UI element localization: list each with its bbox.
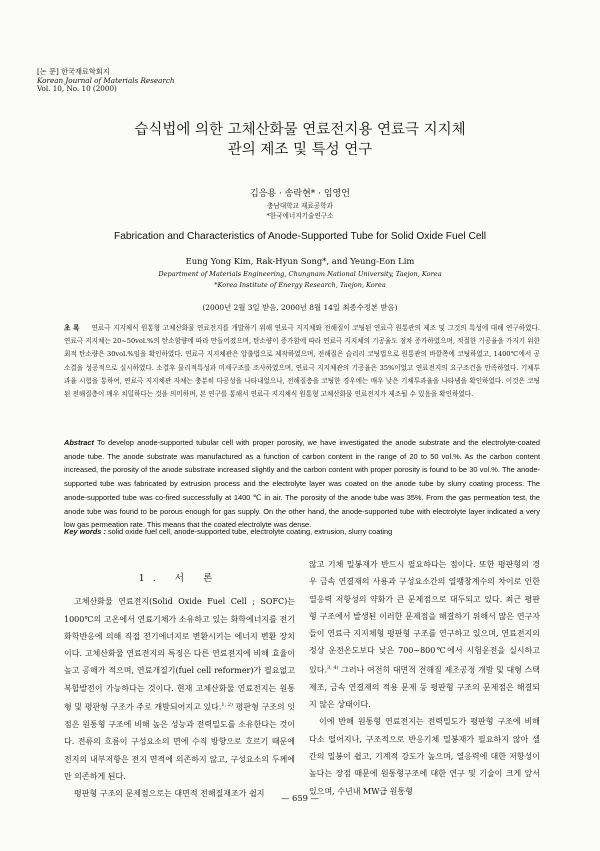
authors-en: Eung Yong Kim, Rak-Hyun Song*, and Yeung-Eon Lim <box>185 256 415 266</box>
affiliation-en-2: *Korea Institute of Energy Research, Taejon, Korea <box>214 281 386 289</box>
section-heading-introduction: 1. 서 론 <box>138 573 221 584</box>
journal-header <box>37 68 175 94</box>
title-kr-text: 습식법에 의한 고체산화물 연료전지용 연료극 지지체관의 제조 및 특성 연구 <box>134 122 466 158</box>
abstract-en-label: Abstract <box>64 438 94 447</box>
journal-volume: Vol. 10, No. 10 (2000) <box>37 84 117 94</box>
body-column-right <box>309 556 540 800</box>
affiliation-kr-2: *한국에너지기술연구소 <box>266 212 334 220</box>
affiliation-en-1: Department of Materials Engineering, Chungnam National University, Taejon, Korea <box>158 270 442 278</box>
abstract-kr <box>64 322 540 401</box>
page-number: — 659 — <box>280 793 320 803</box>
paper-title-kr <box>0 120 600 160</box>
body-column-left <box>64 556 295 803</box>
journal-name-kr: [논 문] 한국재료학회지 <box>37 67 110 76</box>
received-dates: (2000년 2월 3일 받음, 2000년 8월 14일 최종수정본 받음) <box>202 303 398 312</box>
abstract-en <box>64 436 540 532</box>
paragraph-left-2: 평판형 구조의 문제점으로는 대면적 전해질재조가 쉽지 <box>74 789 265 799</box>
journal-name-en: Korean Journal of Materials Research <box>37 75 175 85</box>
authors-kr: 김응용 · 송락현* · 임영언 <box>250 189 350 199</box>
abstract-kr-label: 초 록 <box>64 324 80 332</box>
affiliations-en <box>0 269 600 291</box>
affiliations-kr <box>0 201 600 221</box>
keywords-label: Key words : <box>64 527 106 536</box>
keywords <box>64 527 540 536</box>
abstract-kr-text: 연료극 지지체식 원통형 고체산화물 연료전지를 개발하기 위해 연료극 지지체와 전해질이 코팅된 연료극 원통관의 제조 및 그것의 특성에 대해 연구하였다. 연료극 지지체는 20~50vol.%의 탄소함량에 따라 만들어졌으며, 탄소량이 증가함에 따라 연료극 지지체의 기공율도 점차 증가하였으며, 적절한 기공율을 가지기 위한 최적 탄소량은 30vol.%임을 확인하였다. 연료극 지지체관은 압출법으로 제작하였으며, 전해질은 슬러리 코팅법으로 원통관의 바깥쪽에 코팅하였고, 1400℃에서 공소결을 성공적으로 실시하였다. 소결후 물리적특성과 미세구조를 조사하였으며, 연료극 지지체관의 기공율은 35%이었고 연료전지의 요구조건을 만족하였다. 기체투과율 시험을 통하여, 연료극 지지체관 자체는 충분히 다공성을 나타내었으나, 전해질층을 코팅한 경우에는 매우 낮은 기체투과율을 나타냄을 확인하였다. 이것은 코팅된 전해질층이 매우 치밀하다는 것을 의미하며, 본 연구를 통해서 연료극 지지체식 원통형 고체산화물 연료전지가 제조될 수 있음을 확인하였다. <box>64 324 540 399</box>
keywords-text: solid oxide fuel cell, anode-supported tube, electrolyte coating, extrusion, slurry coating <box>107 527 393 536</box>
paragraph-left-1: 고체산화물 연료전지(Solid Oxide Fuel Cell ; SOFC)는 1000℃의 고온에서 연료기체가 소유하고 있는 화학에너지를 전기화학반응에 의해 직접 전기에너지로 변환시키는 에너지 변환 장치이다. 고체산화물 연료전지의 특징은 다른 연료전지에 비해 효율이 높고 공해가 적으며, 연료개질기(fuel cell reformer)가 필요없고 복합발전이 가능하다는 것이다. 현재 고체산화물 연료전지는 원통형 및 평판형 구조가 주로 개발되어지고 있다.$^{1, 2)}$ 평판형 구조의 잇점은 원통형 구조에 비해 높은 성능과 전력밀도를 소유한다는 것이다. 전류의 흐름이 구성요소의 면에 수직 방향으로 흐르기 때문에 전지의 내부저항은 전지 면적에 의존하지 않고, 구성요소의 두께에만 의존하게 된다. <box>64 597 295 781</box>
paragraph-right-2: 이에 반해 원통형 연료전지는 전력밀도가 평판형 구조에 비해 다소 떨어지나, 구조적으로 반응기체 밀봉재가 필요하지 않아 셀 간의 밀봉이 쉽고, 기계적 강도가 높으며, 열응력에 대한 저항성이 높다는 장점 때문에 원통형구조에 대한 연구 및 기술이 크게 앞서 있으며, 수년내 MW급 원통형 <box>309 717 540 796</box>
affiliation-kr-1: 충남대학교 재료공학과 <box>267 202 333 210</box>
abstract-en-text: To develop anode-supported tubular cell with proper porosity, we have investigated the anode substrate and the electrolyte-coated anode tube. The anode substrate was manufactured as a function of carbon content in the range of 20 to 50 vol.%. As the carbon content increased, the porosity of the anode substrate increased slightly and the carbon content with proper porosity is found to be 30 vol.%. The anode-supported tube was fabricated by extrusion process and the electrolyte layer was coated on the anode tube by slurry coating process. The anode-supported tube was co-fired successfully at 1400 ℃ in air. The porosity of the anode tube was 35%. From the gas permeation test, the anode tube was found to be porous enough for gas supply. On the other hand, the anode-supported tube with electrolyte layer indicated a very low gas permeation rate. This means that the coated electrolyte was dense. <box>64 438 541 530</box>
paper-title-en: Fabrication and Characteristics of Anode-Supported Tube for Solid Oxide Fuel Cell <box>113 231 487 242</box>
paragraph-right-1: 않고 기체 밀봉재가 반드시 필요하다는 점이다. 또한 평판형의 경우 금속 연결재의 사용과 구성요소간의 열팽창계수의 차이로 인한 열응력 저항성의 약화가 큰 문제점으로 대두되고 있다. 최근 평판형 구조에서 발생된 이러한 문제점을 해결하기 위해서 많은 연구자들이 연료극 지지체형 평판형 구조를 연구하고 있으며, 연료전지의 정상 운전온도보다 낮은 700~800℃에서 시험운전을 실시하고 있다.$^{3, 4)}$ 그러나 여전히 대면적 전해질 제조공정 개발 및 대형 스택제조, 금속 연결재의 적용 문제 등 평판형 구조의 문제점은 해결되지 않은 상태이다. <box>309 560 540 710</box>
